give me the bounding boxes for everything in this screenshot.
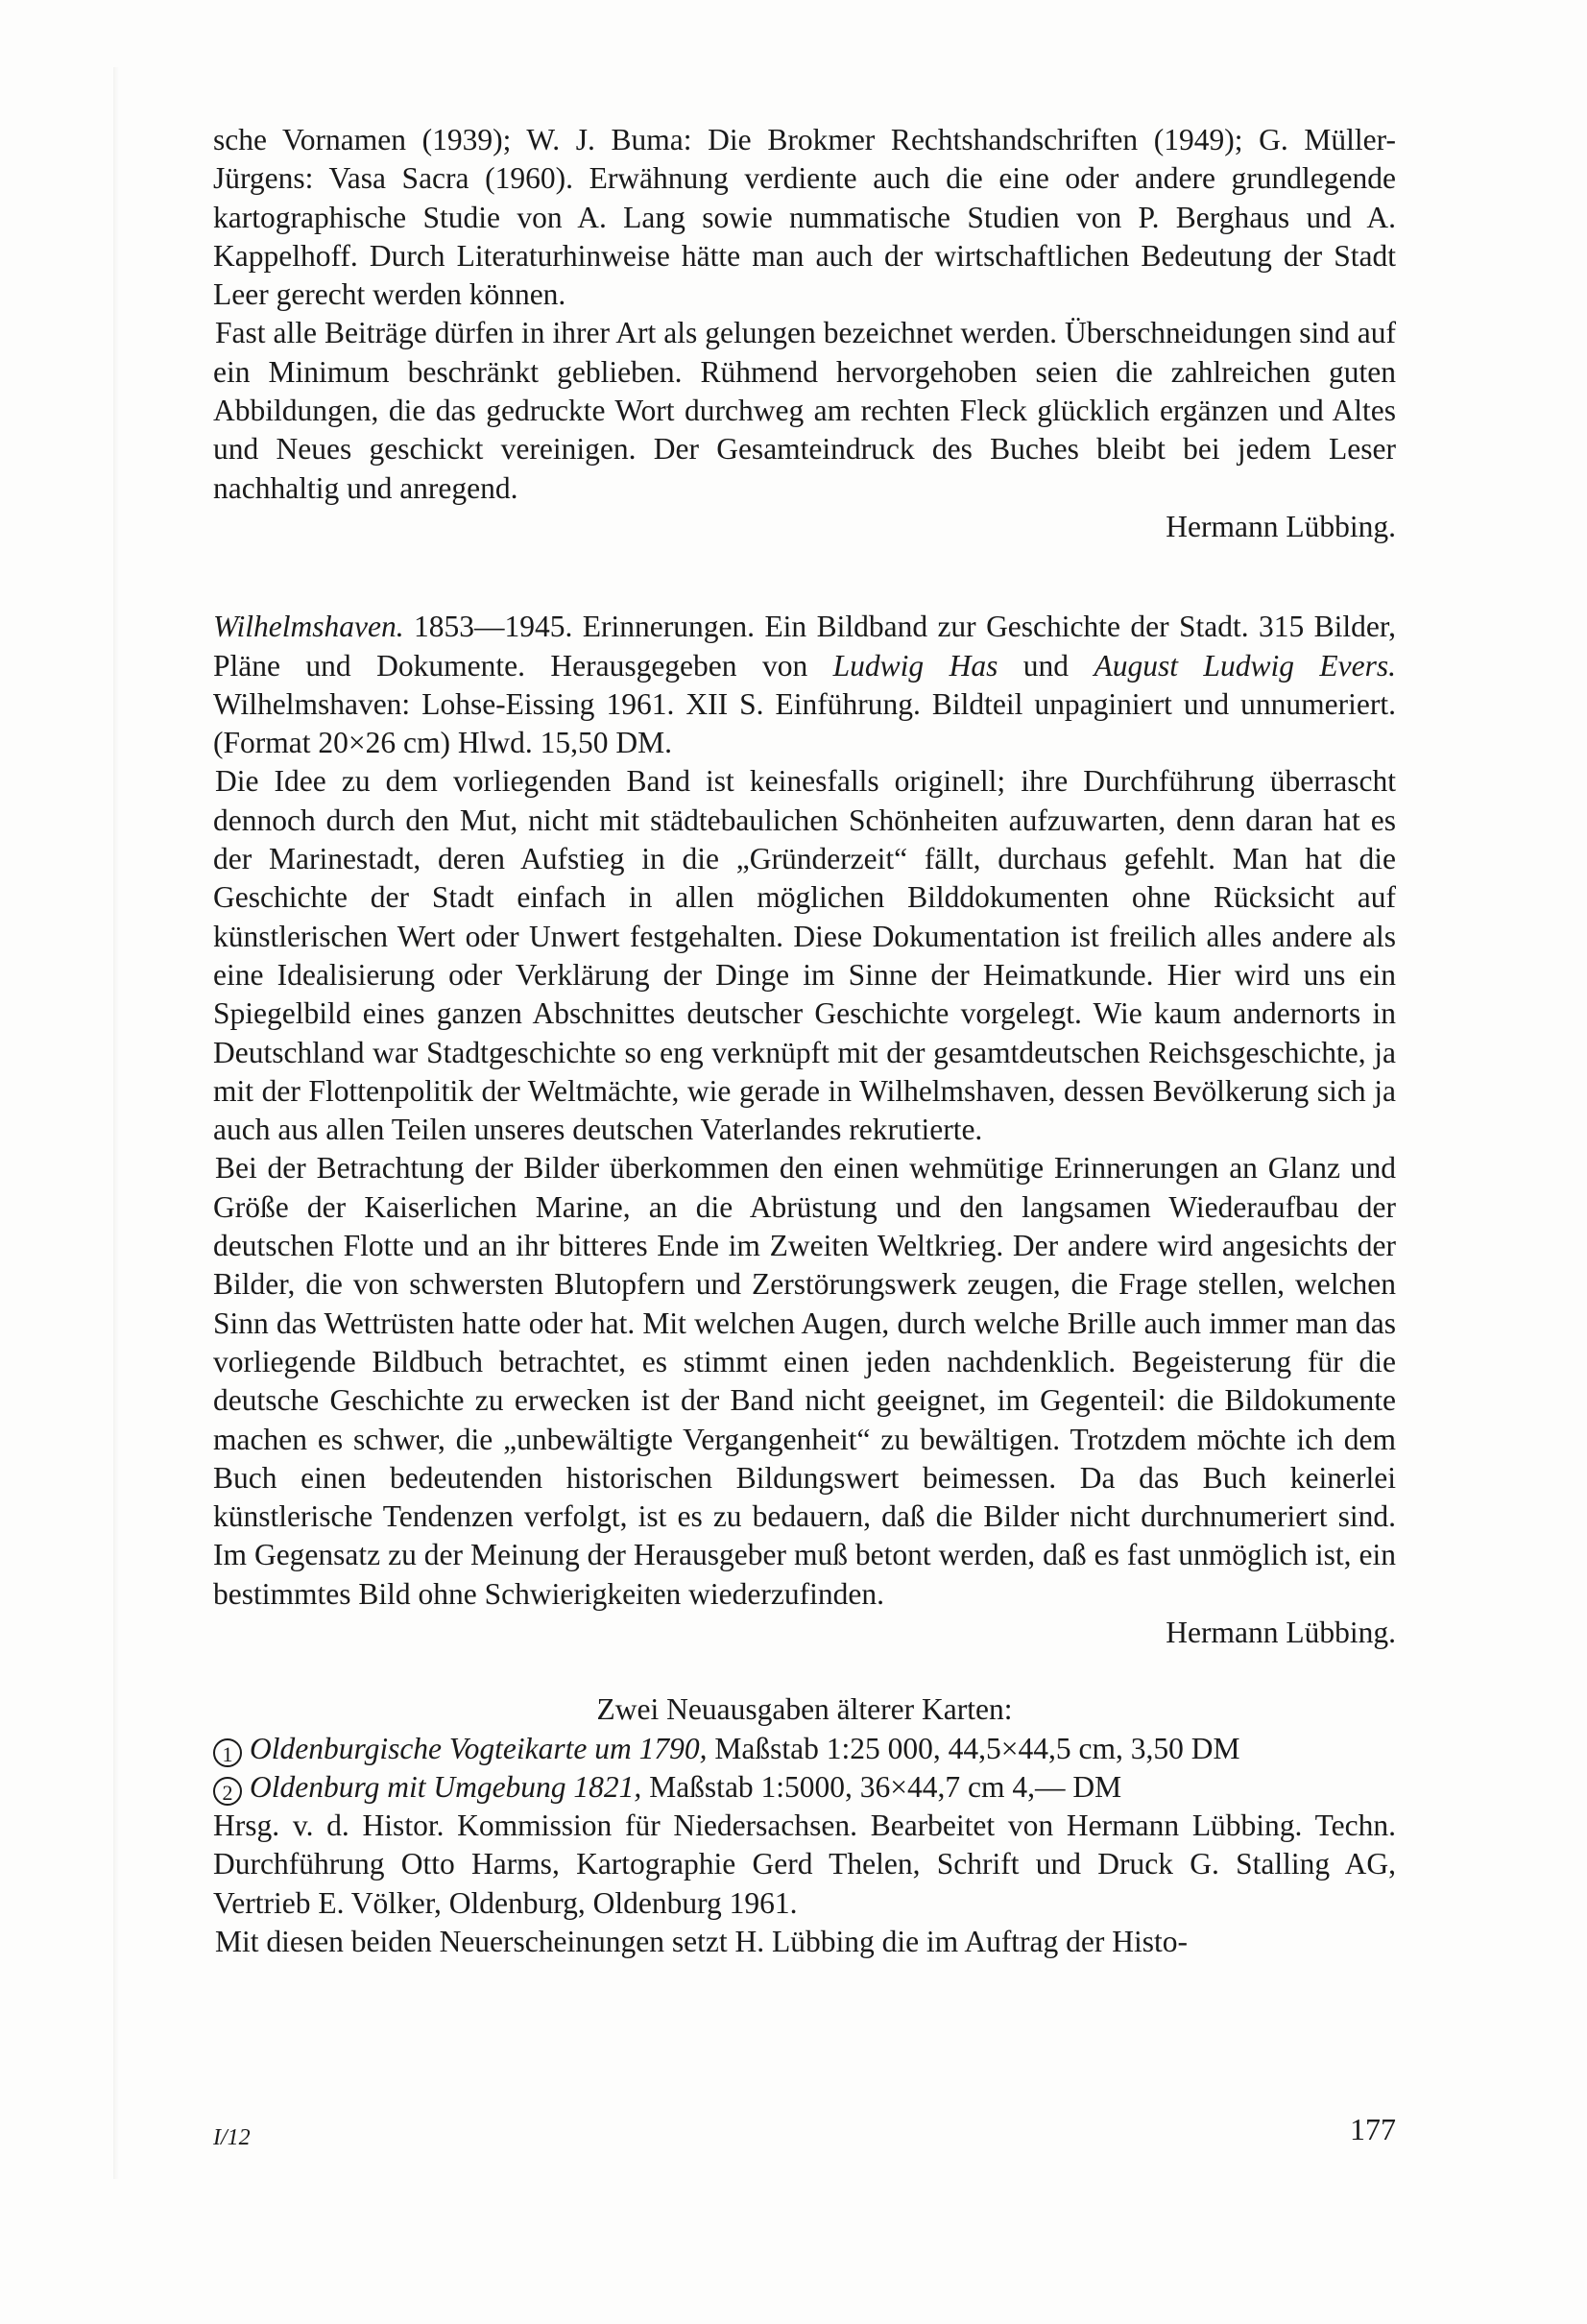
review2-paragraph-1: Die Idee zu dem vorliegenden Band ist keinesfalls originell; ihre Durchführung überrascht dennoch durch den Mut, nicht mit städtebaulichen Schönheiten aufzuwarten, denn daran hat es der Marinestadt, deren Aufstieg in die „Gründerzeit“ fällt, durchaus gefehlt. Man hat die Geschichte der Stadt einfach in allen möglichen Bilddokumenten ohne Rücksicht auf künstlerischen Wert oder Unwert festgehalten. Diese Dokumentation ist freilich alles andere als eine Idealisierung oder Verklärung der Dinge im Sinne der Heimatkunde. Hier wird uns ein Spiegelbild eines ganzen Abschnittes deutscher Geschichte vorgelegt. Wie kaum andernorts in Deutschland war Stadtgeschichte so eng verknüpft mit der gesamtdeutschen Reichsgeschichte, ja mit der Flottenpolitik der Weltmächte, wie gerade in Wilhelmshaven, dessen Bevölkerung sich ja auch aus allen Teilen unseres deutschen Vaterlandes rekrutierte. (213, 764, 1396, 1147)
review3-publisher: Hrsg. v. d. Histor. Kommission für Niedersachsen. Bearbeitet von Hermann Lübbing. Techn. Durchführung Otto Harms, Kartographie Gerd Thelen, Schrift und Druck G. Stalling AG, Vertrieb E. Völker, Oldenburg, Oldenburg 1961. (213, 1809, 1396, 1920)
sheet-mark: I/12 (213, 2125, 251, 2150)
review3-paragraph-1: Mit diesen beiden Neuerscheinungen setzt H. Lübbing die im Auftrag der Histo- (215, 1925, 1188, 1959)
review2-editor-1: Ludwig Has (832, 648, 998, 683)
section-gap (213, 546, 1396, 608)
review3-map-details-1: Maßstab 1:25 000, 44,5×44,5 cm, 3,50 DM (707, 1731, 1240, 1765)
circled-number-2: 2 (213, 1777, 242, 1806)
review1-paragraph-1: sche Vornamen (1939); W. J. Buma: Die Brokmer Rechtshandschriften (1949); G. Müller-Jürgens: Vasa Sacra (1960). Erwähnung verdiente auch die eine oder andere grundlegende kartographische Studie von A. Lang sowie nummatische Studien von P. Berghaus und A. Kappelhoff. Durch Literaturhinweise hätte man auch der wirtschaftlichen Bedeutung der Stadt Leer gerecht werden können. (213, 123, 1396, 312)
review1-signature: Hermann Lübbing. (1166, 509, 1396, 543)
review3-map-item-2 (213, 1768, 1396, 1807)
review1-paragraph-2: Fast alle Beiträge dürfen in ihrer Art als gelungen bezeichnet werden. Überschneidungen sind auf ein Minimum beschränkt geblieben. Rühmend hervorgehoben seien die zahlreichen guten Abbildungen, die das gedruckte Wort durchweg am rechten Fleck glücklich ergänzen und Altes und Neues geschickt vereinigen. Der Gesamteindruck des Buches bleibt bei jedem Leser nachhaltig und anregend. (213, 316, 1396, 505)
section-gap (213, 1652, 1396, 1690)
page-number: 177 (1350, 2112, 1396, 2146)
review3-map-details-2: Maßstab 1:5000, 36×44,7 cm 4,— DM (641, 1769, 1122, 1804)
review2-title-rest-2: Wilhelmshaven: Lohse-Eissing 1961. XII S. Einführung. Bildteil unpaginiert und unnumeriert. (Format 20×26 cm) Hlwd. 15,50 DM. (213, 686, 1396, 760)
review2-editor-2: August Ludwig Evers. (1094, 648, 1396, 683)
review2-title: Wilhelmshaven. (213, 610, 404, 644)
review2-signature: Hermann Lübbing. (1166, 1615, 1396, 1649)
review2-title-rest-1: 1853—1945. Erinnerungen. Ein Bildband zur Geschichte der Stadt. 315 Bilder, Pläne und Dokumente. Herausgegeben von (213, 610, 1396, 683)
review2-bibliography (213, 608, 1396, 762)
review3-map-item-1 (213, 1730, 1396, 1768)
page-edge-shadow (113, 67, 119, 2179)
text-column (213, 121, 1396, 1961)
page-footer (213, 2112, 1396, 2154)
review2-paragraph-2: Bei der Betrachtung der Bilder überkommen den einen wehmütige Erinnerungen an Glanz und Größe der Kaiserlichen Marine, an die Abrüstung und den langsamen Wiederaufbau der deutschen Flotte und an ihr bitteres Ende im Zweiten Weltkrieg. Der andere wird angesichts der Bilder, die von schwersten Blutopfern und Zerstörungswerk zeugen, die Frage stellen, welchen Sinn das Wettrüsten hatte oder hat. Mit welchen Augen, durch welche Brille auch immer man das vorliegende Bildbuch betrachtet, es stimmt einen jeden nachdenklich. Begeisterung für die deutsche Geschichte zu erwecken ist der Band nicht geeignet, im Gegenteil: die Bildokumente machen es schwer, die „unbewältigte Vergangenheit“ zu bewältigen. Trotzdem möchte ich dem Buch einen bedeutenden historischen Bildungswert beimessen. Da das Buch keinerlei künstlerische Tendenzen verfolgt, ist es zu bedauern, daß die Bilder nicht durchnumeriert sind. Im Gegensatz zu der Meinung der Herausgeber muß betont werden, daß es fast unmöglich ist, ein bestimmtes Bild ohne Schwierigkeiten wiederzufinden. (213, 1151, 1396, 1611)
circled-number-1: 1 (213, 1738, 242, 1767)
review2-and: und (998, 648, 1094, 683)
review3-map-title-1: Oldenburgische Vogteikarte um 1790, (250, 1731, 708, 1765)
review3-heading: Zwei Neuausgaben älterer Karten: (596, 1692, 1013, 1727)
review3-map-title-2: Oldenburg mit Umgebung 1821, (250, 1769, 642, 1804)
